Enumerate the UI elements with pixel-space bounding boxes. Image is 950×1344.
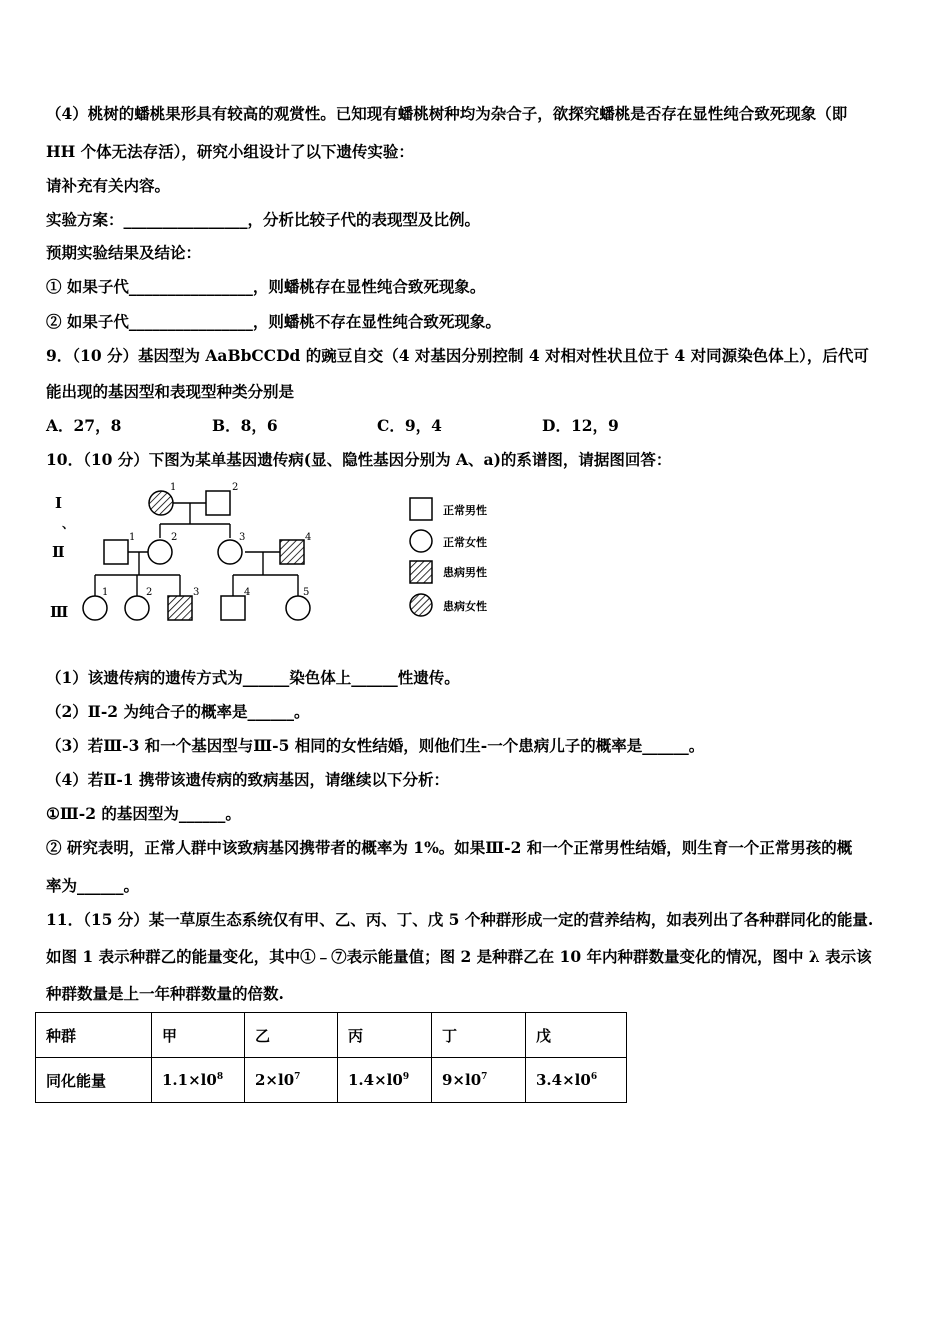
q8-part4-line3: 请补充有关内容。 xyxy=(46,176,171,195)
q11-stem-line3: 种群数量是上一年种群数量的倍数. xyxy=(46,984,284,1003)
table-row-label: 同化能量 xyxy=(36,1058,152,1103)
energy-value-exponent: 9 xyxy=(402,1072,410,1082)
q9-option-a: A．27，8 xyxy=(46,416,122,435)
pedigree-num-iii2: 2 xyxy=(146,587,153,598)
energy-table xyxy=(35,1012,627,1103)
pedigree-chart xyxy=(40,478,560,638)
q8-part4-line2: HH 个体无法存活），研究小组设计了以下遗传实验： xyxy=(46,142,414,161)
pedigree-iii2-normal-female xyxy=(125,596,149,620)
q9-option-b: B．8，6 xyxy=(212,416,278,435)
q8-experiment-plan: 实验方案：________________，分析比较子代的表现型及比例。 xyxy=(46,210,481,229)
energy-value-base: 1.4×l0 xyxy=(348,1071,403,1089)
generation-label-3: Ⅲ xyxy=(50,603,69,621)
pedigree-num-ii1: 1 xyxy=(129,532,136,543)
q9-option-c: C．9，4 xyxy=(377,416,442,435)
table-cell xyxy=(526,1058,627,1103)
pedigree-ii4-affected-male xyxy=(280,540,304,564)
legend-affected-male-label: 患病男性 xyxy=(443,566,487,579)
q10-question-4: （4）若Ⅱ-1 携带该遗传病的致病基因，请继续以下分析： xyxy=(46,770,449,789)
q10-question-4-2-line1: ② 研究表明，正常人群中该致病基冈携带者的概率为 1%。如果Ⅲ-2 和一个正常男性结婚，则生育一个正常男孩的概 xyxy=(46,838,853,857)
pedigree-num-iii4: 4 xyxy=(244,587,251,598)
energy-value-base: 3.4×l0 xyxy=(536,1071,591,1089)
pedigree-num-iii1: 1 xyxy=(102,587,109,598)
q11-stem-line1: 11．（15 分）某一草原生态系统仅有甲、乙、丙、丁、戊 5 个种群形成一定的营养结构，如表列出了各种群同化的能量. xyxy=(46,910,874,929)
q8-result-1: ① 如果子代________________，则蟠桃存在显性纯合致死现象。 xyxy=(46,277,486,296)
legend-normal-female-symbol xyxy=(410,530,432,552)
table-row xyxy=(36,1058,627,1103)
energy-value-base: 1.1×l0 xyxy=(162,1071,217,1089)
q8-part4-line1: （4）桃树的蟠桃果形具有较高的观赏性。已知现有蟠桃树种均为杂合子，欲探究蟠桃是否存在显性纯合致死现象（即 xyxy=(46,104,848,123)
pedigree-num-i2: 2 xyxy=(232,482,239,493)
table-header-cell: 丁 xyxy=(432,1013,526,1058)
energy-value-exponent: 6 xyxy=(590,1072,598,1082)
pedigree-iii1-normal-female xyxy=(83,596,107,620)
table-header-cell: 丙 xyxy=(338,1013,432,1058)
table-header-cell: 戊 xyxy=(526,1013,627,1058)
q8-result-2: ② 如果子代________________，则蟠桃不存在显性纯合致死现象。 xyxy=(46,312,501,331)
q10-question-4-1: ①Ⅲ-2 的基因型为______。 xyxy=(46,804,241,823)
pedigree-iii3-affected-male xyxy=(168,596,192,620)
pedigree-ii1-normal-male xyxy=(104,540,128,564)
table-cell xyxy=(338,1058,432,1103)
legend-affected-female-symbol xyxy=(410,594,432,616)
generation-label-2: Ⅱ xyxy=(52,543,65,561)
generation-label-comma: 、 xyxy=(62,517,75,531)
table-cell xyxy=(152,1058,245,1103)
table-cell xyxy=(245,1058,338,1103)
legend-normal-female-label: 正常女性 xyxy=(443,536,487,549)
pedigree-ii3-normal-female xyxy=(218,540,242,564)
q10-question-2: （2）Ⅱ-2 为纯合子的概率是______。 xyxy=(46,702,310,721)
table-header-cell: 甲 xyxy=(152,1013,245,1058)
table-cell xyxy=(432,1058,526,1103)
pedigree-num-ii2: 2 xyxy=(171,532,178,543)
q10-question-4-2-line2: 率为______。 xyxy=(46,876,140,895)
legend-affected-male-symbol xyxy=(410,561,432,583)
table-header-cell: 种群 xyxy=(36,1013,152,1058)
legend-normal-male-symbol xyxy=(410,498,432,520)
pedigree-num-iii3: 3 xyxy=(193,587,200,598)
pedigree-num-i1: 1 xyxy=(170,482,177,493)
q10-question-3: （3）若Ⅲ-3 和一个基因型与Ⅲ-5 相同的女性结婚，则他们生-一个患病儿子的概率是______。 xyxy=(46,736,705,755)
q9-option-d: D．12，9 xyxy=(542,416,619,435)
q9-stem-line1: 9．（10 分）基因型为 AaBbCCDd 的豌豆自交（4 对基因分别控制 4 对相对性状且位于 4 对同源染色体上），后代可 xyxy=(46,346,869,365)
table-header-cell: 乙 xyxy=(245,1013,338,1058)
q10-intro: 10．（10 分）下图为某单基因遗传病(显、隐性基因分别为 A、a)的系谱图，请据图回答： xyxy=(46,450,672,469)
q10-question-1: （1）该遗传病的遗传方式为______染色体上______性遗传。 xyxy=(46,668,460,687)
energy-value-base: 2×l0 xyxy=(255,1071,295,1089)
pedigree-num-ii3: 3 xyxy=(239,532,246,543)
pedigree-num-iii5: 5 xyxy=(303,587,310,598)
energy-value-exponent: 8 xyxy=(216,1072,224,1082)
energy-value-exponent: 7 xyxy=(294,1072,301,1082)
pedigree-ii2-normal-female xyxy=(148,540,172,564)
legend-affected-female-label: 患病女性 xyxy=(443,600,487,613)
pedigree-i2-normal-male xyxy=(206,491,230,515)
pedigree-num-ii4: 4 xyxy=(305,532,312,543)
q11-stem-line2: 如图 1 表示种群乙的能量变化，其中①﹣⑦表示能量值；图 2 是种群乙在 10 年内种群数量变化的情况，图中 λ 表示该 xyxy=(46,947,872,966)
energy-value-base: 9×l0 xyxy=(442,1071,482,1089)
energy-value-exponent: 7 xyxy=(481,1072,488,1082)
q8-expected-results: 预期实验结果及结论： xyxy=(46,243,202,262)
table-header-row xyxy=(36,1013,627,1058)
generation-label-1: Ⅰ xyxy=(55,494,63,512)
pedigree-iii4-normal-male xyxy=(221,596,245,620)
legend-normal-male-label: 正常男性 xyxy=(443,504,487,517)
pedigree-iii5-normal-female xyxy=(286,596,310,620)
q9-stem-line2: 能出现的基因型和表现型种类分别是 xyxy=(46,382,295,401)
pedigree-i1-affected-female xyxy=(149,491,173,515)
